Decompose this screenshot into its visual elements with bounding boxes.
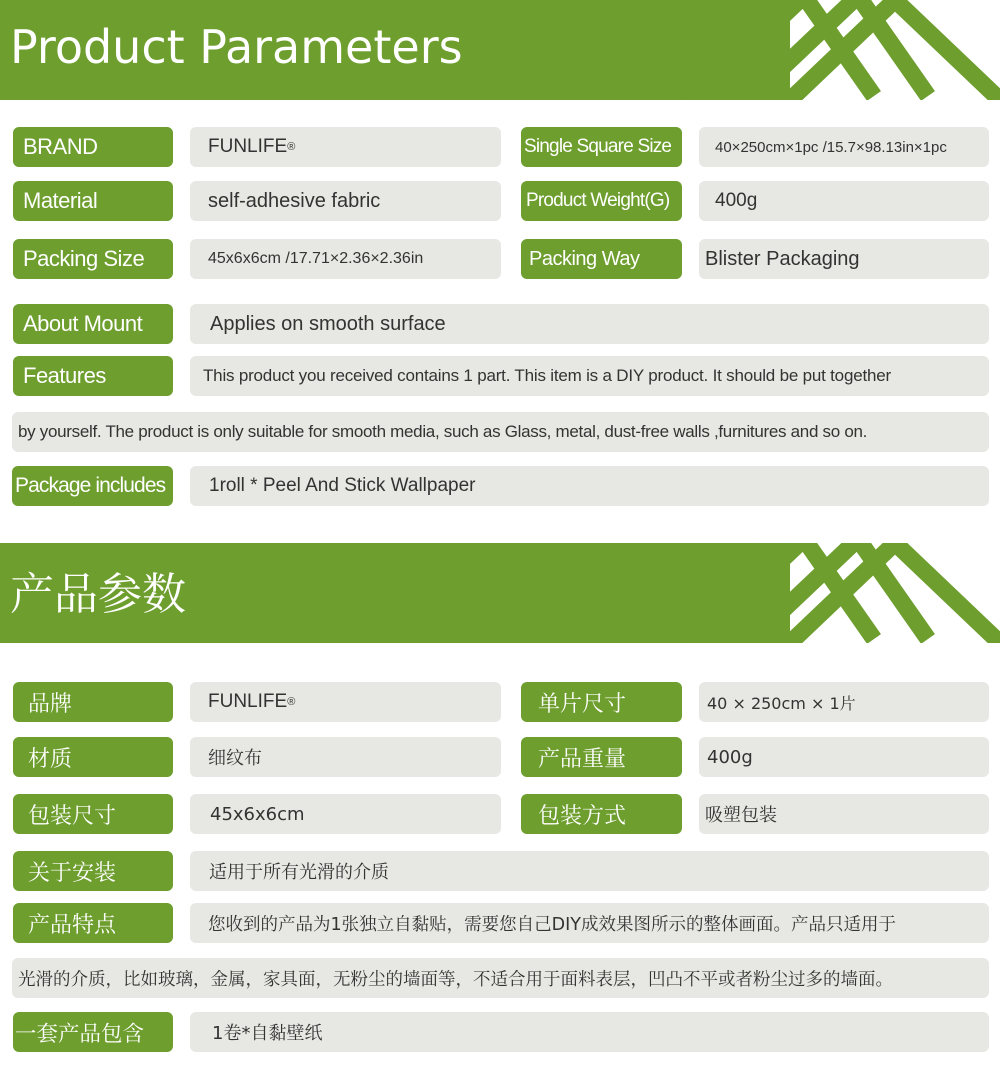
packing-way-value-cn: 吸塑包装	[699, 794, 989, 834]
features-value-line1: This product you received contains 1 part. This item is a DIY product. It should be put together	[190, 356, 989, 396]
package-value-cn: 1卷*自黏壁纸	[190, 1012, 989, 1052]
mount-value-cn: 适用于所有光滑的介质	[190, 851, 989, 891]
features-label-cn: 产品特点	[13, 903, 173, 943]
page-title-chinese: 产品参数	[10, 569, 186, 620]
english-banner	[0, 0, 1000, 100]
features-value-line1-cn: 您收到的产品为1张独立自黏贴，需要您自己DIY成效果图所示的整体画面。产品只适用于	[190, 903, 989, 943]
package-includes-label: Package includes	[12, 466, 173, 506]
features-label: Features	[13, 356, 173, 396]
weight-label-cn: 产品重量	[521, 737, 682, 777]
packing-way-label: Packing Way	[521, 239, 682, 279]
material-label: Material	[13, 181, 173, 221]
weight-value-cn: 400g	[699, 737, 989, 777]
product-weight-value: 400g	[699, 181, 989, 221]
packing-size-label-cn: 包装尺寸	[13, 794, 173, 834]
features-value-line2: by yourself. The product is only suitable for smooth media, such as Glass, metal, dust-free walls ,furnitures and so on.	[12, 412, 989, 452]
packing-way-value: Blister Packaging	[699, 239, 989, 279]
page-title: Product Parameters	[10, 20, 463, 74]
single-size-label-cn: 单片尺寸	[521, 682, 682, 722]
brand-label: BRAND	[13, 127, 173, 167]
packing-way-label-cn: 包装方式	[521, 794, 682, 834]
mount-label-cn: 关于安装	[13, 851, 173, 891]
material-label-cn: 材质	[13, 737, 173, 777]
packing-size-value: 45x6x6cm /17.71×2.36×2.36in	[190, 239, 501, 279]
packing-size-value-cn: 45x6x6cm	[190, 794, 501, 834]
features-value-line2-cn: 光滑的介质，比如玻璃，金属，家具面，无粉尘的墙面等，不适合用于面料表层，凹凸不平或者粉尘过多的墙面。	[12, 958, 989, 998]
single-square-size-value: 40×250cm×1pc /15.7×98.13in×1pc	[699, 127, 989, 167]
product-weight-label: Product Weight(G)	[521, 181, 682, 221]
registered-mark: ®	[287, 141, 296, 153]
brand-value: FUNLIFE ®	[190, 127, 501, 167]
brand-label-cn: 品牌	[13, 682, 173, 722]
registered-mark-cn: ®	[287, 696, 296, 708]
single-square-size-label: Single Square Size	[521, 127, 682, 167]
chinese-banner	[0, 543, 1000, 643]
brand-value-cn: FUNLIFE ®	[190, 682, 501, 722]
package-label-cn: 一套产品包含	[13, 1012, 173, 1052]
material-value-cn: 细纹布	[190, 737, 501, 777]
about-mount-label: About Mount	[13, 304, 173, 344]
material-value: self-adhesive fabric	[190, 181, 501, 221]
single-size-value-cn: 40 × 250cm × 1片	[699, 682, 989, 722]
package-includes-value: 1roll * Peel And Stick Wallpaper	[190, 466, 989, 506]
packing-size-label: Packing Size	[13, 239, 173, 279]
about-mount-value: Applies on smooth surface	[190, 304, 989, 344]
